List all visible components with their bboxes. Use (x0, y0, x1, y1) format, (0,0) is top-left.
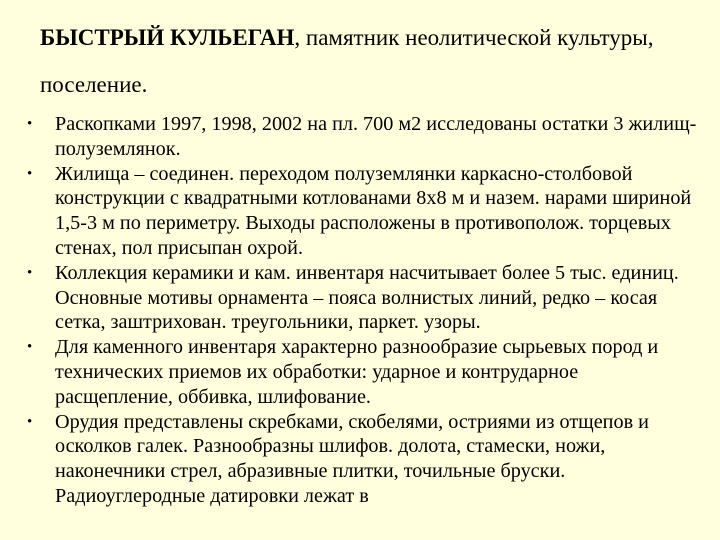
bullet-list (0, 112, 720, 509)
bullet-icon: • (27, 165, 33, 182)
bullet-icon: • (27, 339, 33, 356)
site-name: БЫСТРЫЙ КУЛЬЕГАН (40, 25, 295, 50)
bullet-implements (0, 410, 720, 509)
bullet-text: Коллекция керамики и кам. инвентаря насчитывает более 5 тыс. единиц. Основные мотивы орнамента – пояса волнистых линий, редко – косая сетка, заштрихован. треугольники, паркет. узоры. (55, 261, 679, 334)
bullet-text: Раскопками 1997, 1998, 2002 на пл. 700 м2 исследованы остатки 3 жилищ-полуземлянок. (55, 113, 697, 160)
bullet-ceramics (0, 261, 720, 335)
bullet-icon: • (27, 413, 33, 430)
bullet-stone-tools (0, 335, 720, 409)
bullet-text: Орудия представлены скребками, скобелями, остриями из отщепов и осколков галек. Разнообразны шлифов. долота, стамески, ножи, наконечники стрел, абразивные плитки, точильные бруски. Радиоуглеродные датировки лежат в (55, 410, 649, 507)
bullet-dwellings (0, 162, 720, 261)
bullet-excavations (0, 112, 720, 162)
bullet-text: Жилища – соединен. переходом полуземлянки каркасно-столбовой конструкции с квадратными котлованами 8х8 м и назем. нарами шириной 1,5-3 м по периметру. Выходы расположены в противополож. торцевых стенах, пол присыпан охрой. (55, 162, 692, 259)
title-description: , памятник неолитической культуры, поселение. (40, 25, 654, 97)
bullet-text: Для каменного инвентаря характерно разнообразие сырьевых пород и технических приемов их обработки: ударное и контрударное расщепление, оббивка, шлифование. (55, 336, 659, 408)
bullet-icon: • (27, 116, 33, 132)
bullet-icon: • (27, 264, 33, 281)
slide-title (40, 14, 700, 108)
